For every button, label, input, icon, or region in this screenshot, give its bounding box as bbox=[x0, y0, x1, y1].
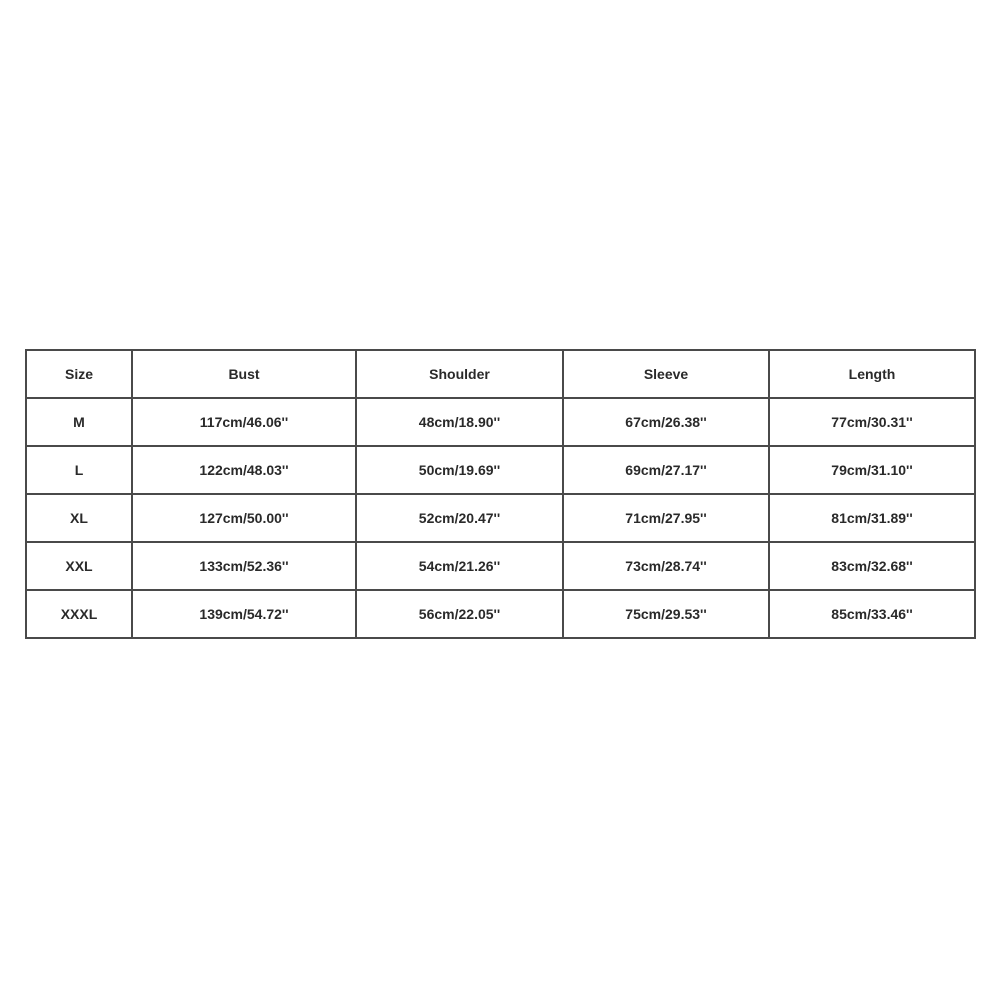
table-row bbox=[26, 590, 975, 638]
bust-cell: 122cm/48.03'' bbox=[132, 446, 356, 494]
bust-cell: 117cm/46.06'' bbox=[132, 398, 356, 446]
table-row bbox=[26, 398, 975, 446]
header-cell-shoulder: Shoulder bbox=[356, 350, 563, 398]
sleeve-cell: 73cm/28.74'' bbox=[563, 542, 769, 590]
shoulder-cell: 50cm/19.69'' bbox=[356, 446, 563, 494]
header-cell-sleeve: Sleeve bbox=[563, 350, 769, 398]
header-cell-bust: Bust bbox=[132, 350, 356, 398]
length-cell: 85cm/33.46'' bbox=[769, 590, 975, 638]
shoulder-cell: 56cm/22.05'' bbox=[356, 590, 563, 638]
bust-cell: 127cm/50.00'' bbox=[132, 494, 356, 542]
size-cell: L bbox=[26, 446, 132, 494]
length-cell: 79cm/31.10'' bbox=[769, 446, 975, 494]
header-cell-size: Size bbox=[26, 350, 132, 398]
sleeve-cell: 69cm/27.17'' bbox=[563, 446, 769, 494]
bust-cell: 133cm/52.36'' bbox=[132, 542, 356, 590]
sleeve-cell: 67cm/26.38'' bbox=[563, 398, 769, 446]
size-cell: M bbox=[26, 398, 132, 446]
size-cell: XL bbox=[26, 494, 132, 542]
shoulder-cell: 52cm/20.47'' bbox=[356, 494, 563, 542]
length-cell: 81cm/31.89'' bbox=[769, 494, 975, 542]
header-row bbox=[26, 350, 975, 398]
size-cell: XXL bbox=[26, 542, 132, 590]
sleeve-cell: 71cm/27.95'' bbox=[563, 494, 769, 542]
bust-cell: 139cm/54.72'' bbox=[132, 590, 356, 638]
shoulder-cell: 48cm/18.90'' bbox=[356, 398, 563, 446]
size-chart-table bbox=[25, 349, 976, 639]
shoulder-cell: 54cm/21.26'' bbox=[356, 542, 563, 590]
table-row bbox=[26, 542, 975, 590]
header-cell-length: Length bbox=[769, 350, 975, 398]
table-row bbox=[26, 494, 975, 542]
sleeve-cell: 75cm/29.53'' bbox=[563, 590, 769, 638]
table-row bbox=[26, 446, 975, 494]
length-cell: 77cm/30.31'' bbox=[769, 398, 975, 446]
size-cell: XXXL bbox=[26, 590, 132, 638]
length-cell: 83cm/32.68'' bbox=[769, 542, 975, 590]
